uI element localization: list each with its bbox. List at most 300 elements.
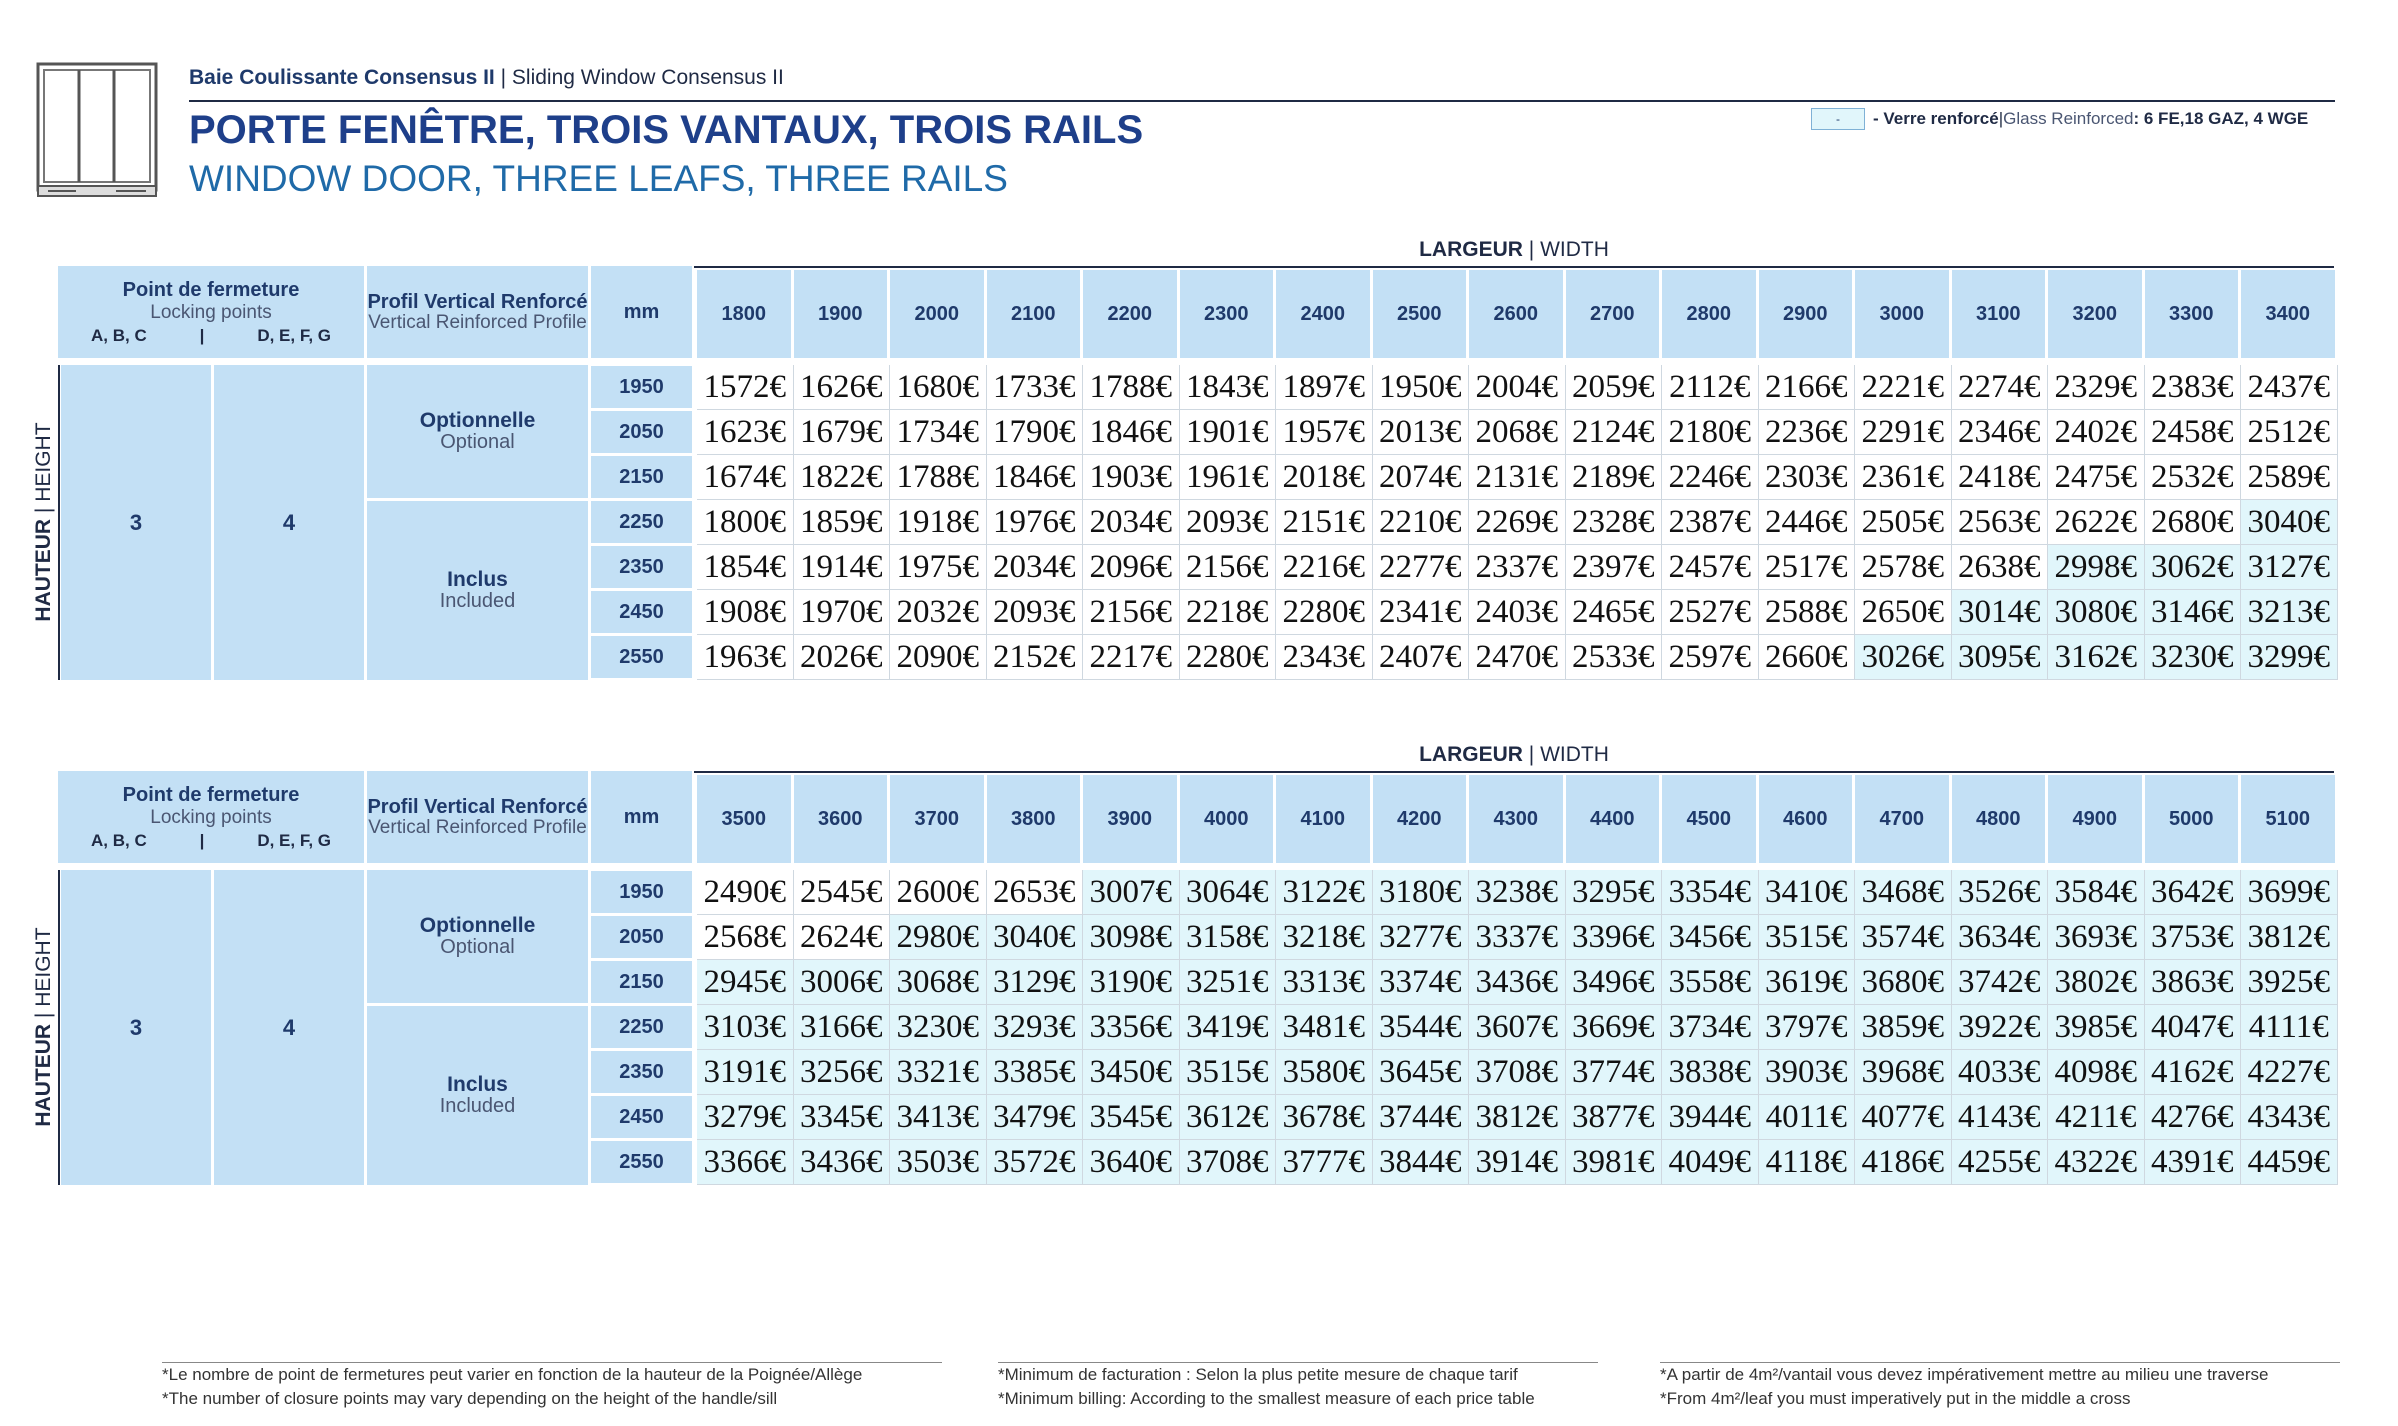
- price-cell: 1975€: [890, 545, 987, 590]
- footnote-min-billing: *Minimum de facturation : Selon la plus petite mesure de chaque tarif *Minimum billing: According to the smallest measure of each price table: [998, 1362, 1598, 1409]
- width-column-header: 2500: [1373, 270, 1467, 358]
- price-cell: 3479€: [987, 1095, 1084, 1140]
- locking-points-header: Point de fermeture Locking points A, B, C | D, E, F, G: [58, 266, 364, 358]
- price-cell: 4343€: [2241, 1095, 2338, 1140]
- price-cell: 3863€: [2145, 960, 2242, 1005]
- footnote-cross-bar: *A partir de 4m²/vantail vous devez impérativement mettre au milieu une traverse *From 4m²/leaf you must imperatively put in the middle a cross: [1660, 1362, 2340, 1409]
- width-column-header: 2000: [890, 270, 984, 358]
- price-cell: 2653€: [987, 870, 1084, 915]
- price-cell: 3515€: [1759, 915, 1856, 960]
- price-cell: 3251€: [1180, 960, 1277, 1005]
- price-cell: 3742€: [1952, 960, 2049, 1005]
- width-column-header: 3200: [2048, 270, 2142, 358]
- price-cell: 3903€: [1759, 1050, 1856, 1095]
- price-cell: 2446€: [1759, 500, 1856, 545]
- price-cell: 3213€: [2241, 590, 2338, 635]
- price-cell: 2151€: [1276, 500, 1373, 545]
- price-cell: 3166€: [794, 1005, 891, 1050]
- height-label: HAUTEUR | HEIGHT: [32, 421, 55, 622]
- price-cell: 2246€: [1662, 455, 1759, 500]
- price-cell: 3006€: [794, 960, 891, 1005]
- price-cell: 2210€: [1373, 500, 1470, 545]
- price-cell: 3064€: [1180, 870, 1277, 915]
- price-cell: 2578€: [1855, 545, 1952, 590]
- price-cell: 2152€: [987, 635, 1084, 680]
- price-cell: 1963€: [697, 635, 794, 680]
- locking-points-defg: 4: [214, 870, 364, 1185]
- price-cell: 2402€: [2048, 410, 2145, 455]
- price-cell: 3797€: [1759, 1005, 1856, 1050]
- price-cell: 1733€: [987, 365, 1084, 410]
- profile-optional: Optionnelle Optional: [367, 365, 588, 498]
- price-cell: 3456€: [1662, 915, 1759, 960]
- height-row-header: 2350: [591, 1051, 692, 1093]
- price-cell: 2505€: [1855, 500, 1952, 545]
- brand-name-en: Sliding Window Consensus II: [511, 66, 784, 89]
- height-row-header: 2050: [591, 411, 692, 453]
- reinforced-profile-header: Profil Vertical Renforcé Vertical Reinforced Profile: [367, 771, 588, 863]
- price-cell: 3321€: [890, 1050, 987, 1095]
- sliding-window-icon: [36, 62, 158, 198]
- width-column-header: 3500: [697, 775, 791, 863]
- width-column-header: 3800: [987, 775, 1081, 863]
- legend-spec: : 6 FE,18 GAZ, 4 WGE: [2133, 109, 2309, 128]
- price-cell: 1908€: [697, 590, 794, 635]
- price-cell: 2034€: [987, 545, 1084, 590]
- height-row-header: 2250: [591, 501, 692, 543]
- price-cell: 4098€: [2048, 1050, 2145, 1095]
- price-cell: 2018€: [1276, 455, 1373, 500]
- price-cell: 3180€: [1373, 870, 1470, 915]
- price-cell: 3925€: [2241, 960, 2338, 1005]
- price-cell: 3944€: [1662, 1095, 1759, 1140]
- height-rule: [58, 870, 60, 1185]
- price-cell: 2437€: [2241, 365, 2338, 410]
- width-column-header: 4800: [1952, 775, 2046, 863]
- width-column-header: 4700: [1855, 775, 1949, 863]
- price-cell: 2269€: [1469, 500, 1566, 545]
- width-column-header: 2600: [1469, 270, 1563, 358]
- price-cell: 2998€: [2048, 545, 2145, 590]
- price-cell: 2328€: [1566, 500, 1663, 545]
- price-cell: 2383€: [2145, 365, 2242, 410]
- price-cell: 3295€: [1566, 870, 1663, 915]
- price-cell: 3103€: [697, 1005, 794, 1050]
- price-cell: 1734€: [890, 410, 987, 455]
- width-column-header: 3400: [2241, 270, 2335, 358]
- price-cell: 3753€: [2145, 915, 2242, 960]
- price-cell: 2361€: [1855, 455, 1952, 500]
- price-cell: 1790€: [987, 410, 1084, 455]
- height-row-header: 2050: [591, 916, 692, 958]
- price-cell: 2533€: [1566, 635, 1663, 680]
- width-column-header: 4600: [1759, 775, 1853, 863]
- price-cell: 3146€: [2145, 590, 2242, 635]
- locking-points-abc: 3: [61, 870, 211, 1185]
- price-cell: 4011€: [1759, 1095, 1856, 1140]
- price-cell: 2980€: [890, 915, 987, 960]
- width-column-header: 2400: [1276, 270, 1370, 358]
- price-cell: 1901€: [1180, 410, 1277, 455]
- price-cell: 3396€: [1566, 915, 1663, 960]
- price-cell: 4049€: [1662, 1140, 1759, 1185]
- price-cell: 2216€: [1276, 545, 1373, 590]
- height-rule: [58, 365, 60, 680]
- price-cell: 3230€: [2145, 635, 2242, 680]
- price-cell: 2068€: [1469, 410, 1566, 455]
- price-cell: 2397€: [1566, 545, 1663, 590]
- locking-points-defg: 4: [214, 365, 364, 680]
- price-cell: 3572€: [987, 1140, 1084, 1185]
- price-cell: 2563€: [1952, 500, 2049, 545]
- price-cell: 2407€: [1373, 635, 1470, 680]
- page-title-en: WINDOW DOOR, THREE LEAFS, THREE RAILS: [189, 158, 1008, 199]
- price-cell: 2013€: [1373, 410, 1470, 455]
- price-cell: 2131€: [1469, 455, 1566, 500]
- width-column-header: 3000: [1855, 270, 1949, 358]
- profile-included: Inclus Included: [367, 501, 588, 680]
- price-cell: 2112€: [1662, 365, 1759, 410]
- price-cell: 2346€: [1952, 410, 2049, 455]
- price-cell: 2490€: [697, 870, 794, 915]
- price-cell: 3354€: [1662, 870, 1759, 915]
- price-cell: 1843€: [1180, 365, 1277, 410]
- price-cell: 3838€: [1662, 1050, 1759, 1095]
- price-cell: 4211€: [2048, 1095, 2145, 1140]
- price-cell: 2090€: [890, 635, 987, 680]
- price-cell: 4111€: [2241, 1005, 2338, 1050]
- price-cell: 2221€: [1855, 365, 1952, 410]
- price-cell: 1788€: [890, 455, 987, 500]
- price-cell: 1846€: [987, 455, 1084, 500]
- legend: - - Verre renforcé | Glass Reinforced : 6 FE,18 GAZ, 4 WGE: [1811, 108, 2308, 130]
- price-cell: 4255€: [1952, 1140, 2049, 1185]
- price-cell: 3812€: [2241, 915, 2338, 960]
- price-cell: 2026€: [794, 635, 891, 680]
- height-row-header: 2350: [591, 546, 692, 588]
- price-cell: 3313€: [1276, 960, 1373, 1005]
- price-cell: 4391€: [2145, 1140, 2242, 1185]
- price-cell: 3162€: [2048, 635, 2145, 680]
- price-cell: 2517€: [1759, 545, 1856, 590]
- price-cell: 2329€: [2048, 365, 2145, 410]
- price-cell: 1788€: [1083, 365, 1180, 410]
- price-cell: 3410€: [1759, 870, 1856, 915]
- price-cell: 3040€: [987, 915, 1084, 960]
- price-cell: 3450€: [1083, 1050, 1180, 1095]
- price-cell: 3122€: [1276, 870, 1373, 915]
- price-cell: 1970€: [794, 590, 891, 635]
- height-row-header: 2250: [591, 1006, 692, 1048]
- price-cell: 3877€: [1566, 1095, 1663, 1140]
- price-cell: 2600€: [890, 870, 987, 915]
- page-title: PORTE FENÊTRE, TROIS VANTAUX, TROIS RAILS: [189, 108, 1144, 152]
- price-cell: 3645€: [1373, 1050, 1470, 1095]
- price-cell: 3098€: [1083, 915, 1180, 960]
- price-cell: 2568€: [697, 915, 794, 960]
- price-cell: 2303€: [1759, 455, 1856, 500]
- price-cell: 3191€: [697, 1050, 794, 1095]
- legend-swatch: -: [1811, 108, 1865, 130]
- width-column-header: 4300: [1469, 775, 1563, 863]
- price-cell: 4186€: [1855, 1140, 1952, 1185]
- price-cell: 3619€: [1759, 960, 1856, 1005]
- price-cell: 3230€: [890, 1005, 987, 1050]
- price-cell: 2527€: [1662, 590, 1759, 635]
- price-cell: 3436€: [1469, 960, 1566, 1005]
- price-cell: 3419€: [1180, 1005, 1277, 1050]
- width-column-header: 5100: [2241, 775, 2335, 863]
- price-cell: 3708€: [1469, 1050, 1566, 1095]
- price-cell: 2545€: [794, 870, 891, 915]
- width-column-header: 3900: [1083, 775, 1177, 863]
- price-cell: 3385€: [987, 1050, 1084, 1095]
- price-cell: 2280€: [1276, 590, 1373, 635]
- price-cell: 3558€: [1662, 960, 1759, 1005]
- price-cell: 3607€: [1469, 1005, 1566, 1050]
- price-cell: 3640€: [1083, 1140, 1180, 1185]
- price-cell: 4162€: [2145, 1050, 2242, 1095]
- price-cell: 1957€: [1276, 410, 1373, 455]
- price-cell: 4276€: [2145, 1095, 2242, 1140]
- legend-label-en: Glass Reinforced: [2003, 109, 2134, 128]
- price-cell: 2465€: [1566, 590, 1663, 635]
- price-cell: 2280€: [1180, 635, 1277, 680]
- price-cell: 4143€: [1952, 1095, 2049, 1140]
- price-cell: 3040€: [2241, 500, 2338, 545]
- price-cell: 1626€: [794, 365, 891, 410]
- price-cell: 2093€: [1180, 500, 1277, 545]
- width-column-header: 4100: [1276, 775, 1370, 863]
- price-cell: 2156€: [1083, 590, 1180, 635]
- width-column-header: 3700: [890, 775, 984, 863]
- price-cell: 3158€: [1180, 915, 1277, 960]
- price-cell: 1859€: [794, 500, 891, 545]
- header-rule: [189, 100, 2335, 102]
- height-row-header: 2150: [591, 456, 692, 498]
- mm-header: mm: [591, 266, 692, 358]
- price-cell: 3436€: [794, 1140, 891, 1185]
- price-cell: 2217€: [1083, 635, 1180, 680]
- width-column-header: 2200: [1083, 270, 1177, 358]
- width-column-header: 5000: [2145, 775, 2239, 863]
- price-cell: 1961€: [1180, 455, 1277, 500]
- price-cell: 2638€: [1952, 545, 2049, 590]
- price-cell: 2624€: [794, 915, 891, 960]
- price-cell: 1854€: [697, 545, 794, 590]
- price-cell: 3374€: [1373, 960, 1470, 1005]
- width-column-header: 3300: [2145, 270, 2239, 358]
- width-label: LARGEUR | WIDTH: [1419, 743, 1609, 766]
- price-cell: 1897€: [1276, 365, 1373, 410]
- width-column-header: 3100: [1952, 270, 2046, 358]
- price-cell: 3734€: [1662, 1005, 1759, 1050]
- product-subtitle: Baie Coulissante Consensus II | Sliding Window Consensus II: [189, 66, 784, 89]
- price-cell: 2341€: [1373, 590, 1470, 635]
- brand-name: Baie Coulissante Consensus II: [189, 66, 495, 89]
- price-cell: 3545€: [1083, 1095, 1180, 1140]
- price-cell: 1976€: [987, 500, 1084, 545]
- price-cell: 2588€: [1759, 590, 1856, 635]
- price-cell: 3337€: [1469, 915, 1566, 960]
- price-cell: 2156€: [1180, 545, 1277, 590]
- price-cell: 3277€: [1373, 915, 1470, 960]
- price-cell: 4322€: [2048, 1140, 2145, 1185]
- price-cell: 3218€: [1276, 915, 1373, 960]
- price-cell: 3981€: [1566, 1140, 1663, 1185]
- price-cell: 3503€: [890, 1140, 987, 1185]
- price-cell: 3080€: [2048, 590, 2145, 635]
- price-cell: 2660€: [1759, 635, 1856, 680]
- price-cell: 2180€: [1662, 410, 1759, 455]
- price-cell: 2457€: [1662, 545, 1759, 590]
- price-cell: 3699€: [2241, 870, 2338, 915]
- price-cell: 1950€: [1373, 365, 1470, 410]
- price-cell: 1680€: [890, 365, 987, 410]
- price-cell: 2418€: [1952, 455, 2049, 500]
- price-cell: 3095€: [1952, 635, 2049, 680]
- price-cell: 2236€: [1759, 410, 1856, 455]
- price-cell: 3496€: [1566, 960, 1663, 1005]
- price-cell: 2218€: [1180, 590, 1277, 635]
- price-cell: 2680€: [2145, 500, 2242, 545]
- height-row-header: 2550: [591, 1141, 692, 1183]
- height-label: HAUTEUR | HEIGHT: [32, 926, 55, 1127]
- price-cell: 2343€: [1276, 635, 1373, 680]
- price-cell: 3256€: [794, 1050, 891, 1095]
- price-cell: 2093€: [987, 590, 1084, 635]
- price-cell: 3584€: [2048, 870, 2145, 915]
- price-cell: 3068€: [890, 960, 987, 1005]
- price-cell: 3574€: [1855, 915, 1952, 960]
- price-cell: 1623€: [697, 410, 794, 455]
- price-cell: 3190€: [1083, 960, 1180, 1005]
- price-cell: 4118€: [1759, 1140, 1856, 1185]
- price-cell: 1572€: [697, 365, 794, 410]
- price-cell: 4033€: [1952, 1050, 2049, 1095]
- price-cell: 1822€: [794, 455, 891, 500]
- price-cell: 2166€: [1759, 365, 1856, 410]
- price-cell: 3014€: [1952, 590, 2049, 635]
- price-cell: 3777€: [1276, 1140, 1373, 1185]
- price-cell: 2512€: [2241, 410, 2338, 455]
- price-cell: 3634€: [1952, 915, 2049, 960]
- price-cell: 2274€: [1952, 365, 2049, 410]
- price-cell: 3985€: [2048, 1005, 2145, 1050]
- width-rule: [694, 771, 2334, 773]
- price-cell: 3127€: [2241, 545, 2338, 590]
- locking-points-header: Point de fermeture Locking points A, B, C | D, E, F, G: [58, 771, 364, 863]
- price-cell: 3129€: [987, 960, 1084, 1005]
- price-cell: 3859€: [1855, 1005, 1952, 1050]
- height-row-header: 2450: [591, 1096, 692, 1138]
- width-label: LARGEUR | WIDTH: [1419, 238, 1609, 261]
- price-cell: 2475€: [2048, 455, 2145, 500]
- price-cell: 3515€: [1180, 1050, 1277, 1095]
- width-column-header: 2900: [1759, 270, 1853, 358]
- price-cell: 3612€: [1180, 1095, 1277, 1140]
- width-column-header: 2100: [987, 270, 1081, 358]
- price-cell: 3669€: [1566, 1005, 1663, 1050]
- height-row-header: 2150: [591, 961, 692, 1003]
- price-cell: 3007€: [1083, 870, 1180, 915]
- price-cell: 1846€: [1083, 410, 1180, 455]
- height-row-header: 1950: [591, 871, 692, 913]
- price-cell: 2597€: [1662, 635, 1759, 680]
- price-cell: 2387€: [1662, 500, 1759, 545]
- profile-optional: Optionnelle Optional: [367, 870, 588, 1003]
- width-column-header: 4200: [1373, 775, 1467, 863]
- price-cell: 3708€: [1180, 1140, 1277, 1185]
- price-cell: 1918€: [890, 500, 987, 545]
- price-cell: 2074€: [1373, 455, 1470, 500]
- price-cell: 2622€: [2048, 500, 2145, 545]
- price-cell: 3468€: [1855, 870, 1952, 915]
- price-cell: 3279€: [697, 1095, 794, 1140]
- price-cell: 2337€: [1469, 545, 1566, 590]
- price-cell: 4227€: [2241, 1050, 2338, 1095]
- width-column-header: 1900: [794, 270, 888, 358]
- price-cell: 3922€: [1952, 1005, 2049, 1050]
- height-row-header: 1950: [591, 366, 692, 408]
- price-cell: 1679€: [794, 410, 891, 455]
- price-cell: 2034€: [1083, 500, 1180, 545]
- price-cell: 3026€: [1855, 635, 1952, 680]
- width-column-header: 4000: [1180, 775, 1274, 863]
- price-cell: 3744€: [1373, 1095, 1470, 1140]
- price-cell: 3914€: [1469, 1140, 1566, 1185]
- price-cell: 3526€: [1952, 870, 2049, 915]
- price-cell: 3345€: [794, 1095, 891, 1140]
- height-row-header: 2450: [591, 591, 692, 633]
- price-cell: 2277€: [1373, 545, 1470, 590]
- price-cell: 4047€: [2145, 1005, 2242, 1050]
- price-cell: 1674€: [697, 455, 794, 500]
- price-cell: 3299€: [2241, 635, 2338, 680]
- width-column-header: 4400: [1566, 775, 1660, 863]
- price-cell: 4459€: [2241, 1140, 2338, 1185]
- price-cell: 3774€: [1566, 1050, 1663, 1095]
- price-cell: 2124€: [1566, 410, 1663, 455]
- price-cell: 3293€: [987, 1005, 1084, 1050]
- price-cell: 3366€: [697, 1140, 794, 1185]
- price-cell: 2650€: [1855, 590, 1952, 635]
- price-cell: 3812€: [1469, 1095, 1566, 1140]
- price-cell: 2532€: [2145, 455, 2242, 500]
- width-column-header: 2300: [1180, 270, 1274, 358]
- price-cell: 2470€: [1469, 635, 1566, 680]
- width-column-header: 4900: [2048, 775, 2142, 863]
- price-cell: 1903€: [1083, 455, 1180, 500]
- price-cell: 3481€: [1276, 1005, 1373, 1050]
- price-cell: 2945€: [697, 960, 794, 1005]
- price-cell: 3413€: [890, 1095, 987, 1140]
- price-cell: 2189€: [1566, 455, 1663, 500]
- price-cell: 2589€: [2241, 455, 2338, 500]
- price-cell: 4077€: [1855, 1095, 1952, 1140]
- mm-header: mm: [591, 771, 692, 863]
- width-column-header: 1800: [697, 270, 791, 358]
- price-cell: 2291€: [1855, 410, 1952, 455]
- profile-included: Inclus Included: [367, 1006, 588, 1185]
- locking-points-abc: 3: [61, 365, 211, 680]
- price-cell: 2059€: [1566, 365, 1663, 410]
- footnote-closure-points: *Le nombre de point de fermetures peut varier en fonction de la hauteur de la Poignée/Allège *The number of closure points may vary depending on the height of the handle/sill: [162, 1362, 942, 1409]
- reinforced-profile-header: Profil Vertical Renforcé Vertical Reinforced Profile: [367, 266, 588, 358]
- price-cell: 2004€: [1469, 365, 1566, 410]
- price-cell: 2458€: [2145, 410, 2242, 455]
- price-cell: 3802€: [2048, 960, 2145, 1005]
